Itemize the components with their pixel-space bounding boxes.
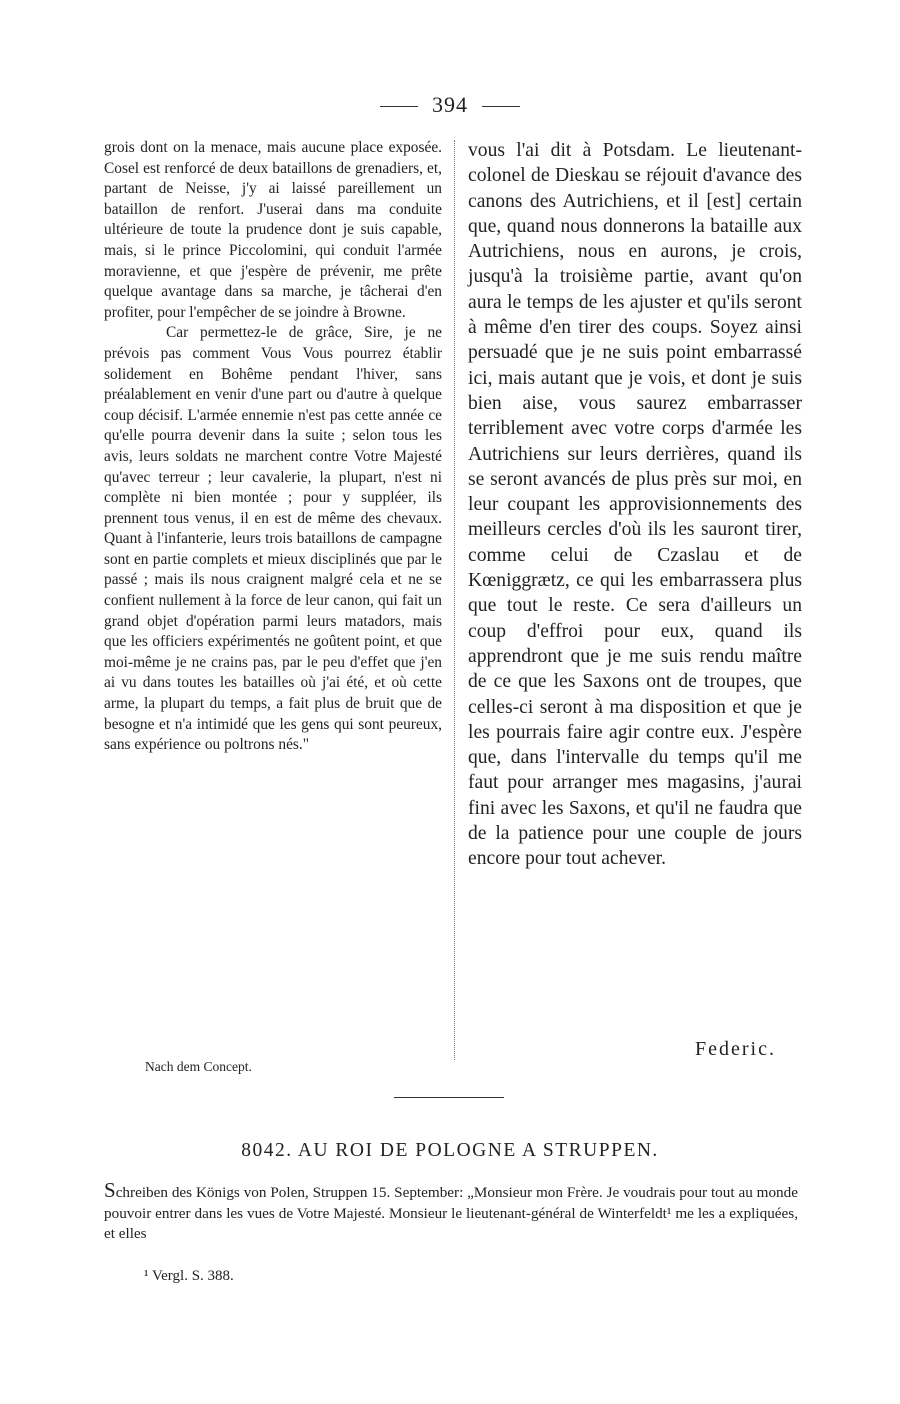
right-column	[468, 138, 802, 872]
page-number-dash-right	[482, 106, 520, 107]
footnote: ¹ Vergl. S. 388.	[144, 1268, 234, 1284]
signature: Federic.	[695, 1038, 776, 1060]
page-number-text: 394	[432, 92, 468, 117]
page-number	[0, 92, 900, 118]
dropcap: S	[104, 1178, 116, 1202]
letter-text	[104, 1180, 798, 1245]
section-rule	[394, 1097, 504, 1098]
left-paragraph-1: grois dont on la menace, mais aucune place exposée. Cosel est renforcé de deux bataillons de grenadiers, et, partant de Neisse, j'y ai laissé pareillement un bataillon de renfort. J'userai dans ma conduite ultérieure de toute la prudence dont je suis capable, mais, si le prince Piccolomini, qui conduit l'armée moravienne, et que j'espère de prévenir, me prête quelque avantage dans sa marche, je tâcherai d'en profiter, pour l'empêcher de se joindre à Browne.	[104, 139, 442, 321]
source-note: Nach dem Concept.	[145, 1059, 252, 1074]
section-heading: 8042. AU ROI DE POLOGNE A STRUPPEN.	[241, 1140, 659, 1161]
left-paragraph-2: Car permettez-le de grâce, Sire, je ne prévois pas comment Vous Vous pourrez établir solidement en Bohême pendant l'hiver, sans préalablement en venir d'une part ou d'autre à quelque coup décisif. L'armée ennemie n'est pas cette année ce qu'elle pourra devenir dans la suite ; selon tous les avis, leurs soldats ne marchent contre Votre Majesté qu'avec terreur ; leur cavalerie, la plupart, n'est ni complète ni bien montée ; pour y suppléer, ils prennent tous venus, il en est de même des chevaux. Quant à l'infanterie, leurs trois bataillons de campagne sont en partie complets et mieux disciplinés que par le passé ; mais ils nous craignent malgré cela et ne se confient nullement à la force de leur canon, qui fait un grand objet d'opération parmi leurs matadors, mais que les officiers expérimentés ne goûtent point, et que moi-même je ne crains pas, par le peu d'effet que j'en ai vu dans toutes les batailles où j'ai été, et où cette arme, la plupart du temps, a fait plus de bruit que de besogne et n'a intimidé que les gens qui sont peureux, sans expérience ou poltrons nés."	[104, 324, 442, 754]
letter-body: chreiben des Königs von Polen, Struppen 15. September: „Monsieur mon Frère. Je voudrais pour tout au monde pouvoir entrer dans les vues de Votre Majesté. Monsieur le lieutenant-général de Winterfeldt¹ me les a expliquées, et elles	[104, 1184, 798, 1242]
right-paragraph: vous l'ai dit à Potsdam. Le lieutenant-colonel de Dieskau se réjouit d'avance des canons des Autrichiens, et il [est] certain que, quand nous donnerons la bataille aux Autrichiens, nous en aurons, je crois, jusqu'à la troisième partie, avant qu'on aura le temps de les ajuster et qu'ils seront à même d'en tirer des coups. Soyez ainsi persuadé que je ne suis point embarrassé ici, mais autant que je vois, et dont je suis bien aise, vous saurez embarrasser terriblement avec votre corps d'armée les Autrichiens sur leurs derrières, quand ils se seront avancés de plus près sur moi, en leur coupant les approvisionnements des meilleurs cercles d'où ils les sauront tirer, comme celui de Czaslau et de Kœniggrætz, ce qui les embarrassera plus que tout le reste. Ce sera d'ailleurs un coup d'effroi pour eux, quand ils apprendront que je me suis rendu maître de ce que les Saxons ont de troupes, que celles-ci seront à ma disposition et que je les pourrais faire agir contre eux. J'espère que, dans l'intervalle du temps qu'il me faut pour arranger mes magasins, j'aurai fini avec les Saxons, et qu'il ne faudra que de la patience pour une couple de jours encore pour tout achever.	[468, 140, 802, 870]
column-divider	[454, 140, 455, 1060]
page-number-dash-left	[380, 106, 418, 107]
left-column	[104, 138, 442, 756]
